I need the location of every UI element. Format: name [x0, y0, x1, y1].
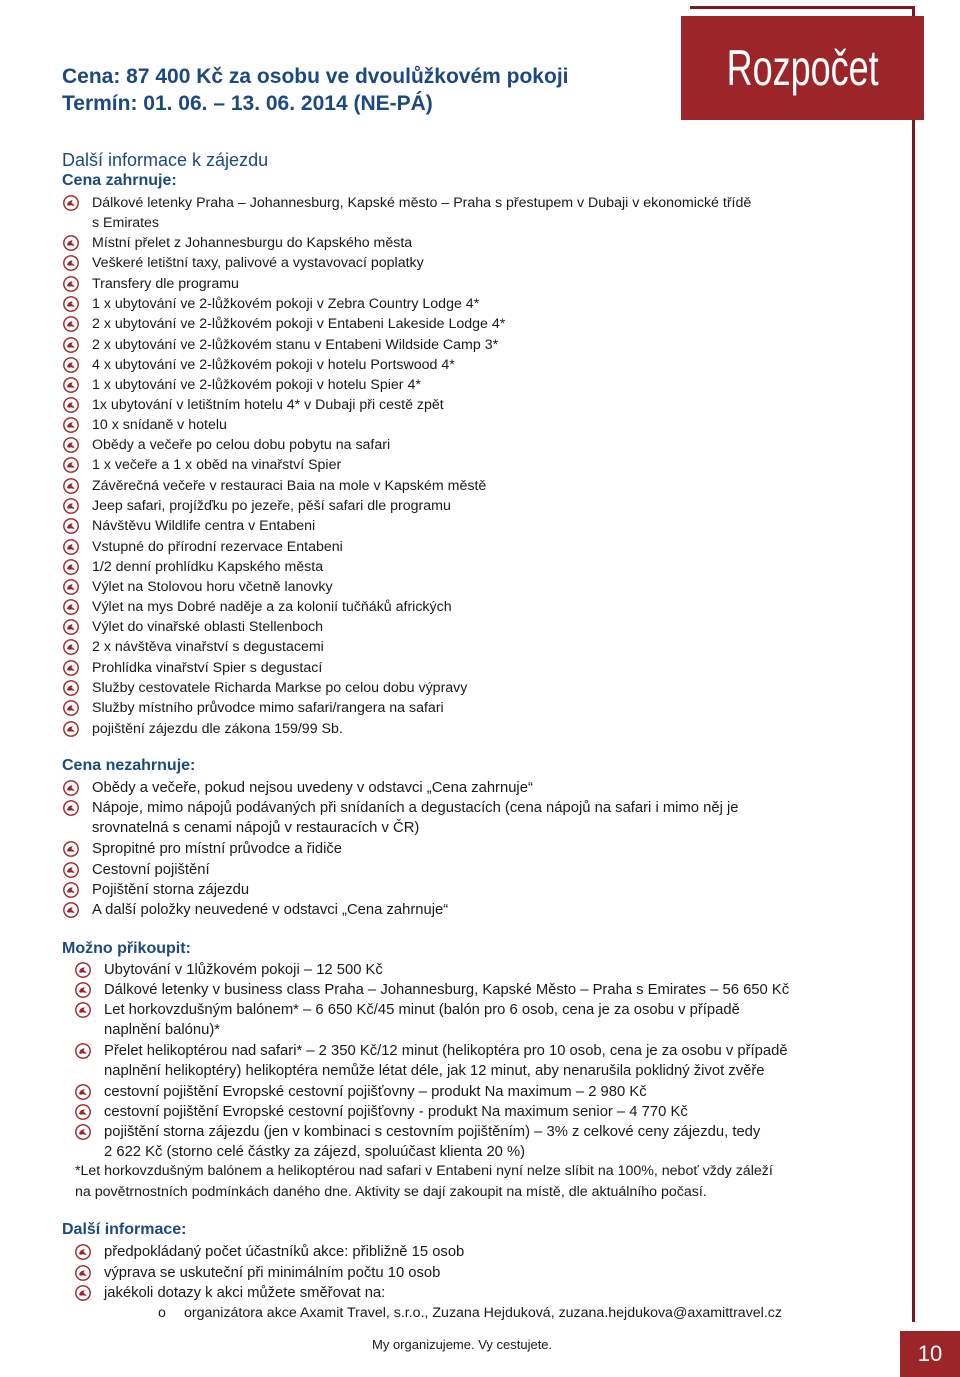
list-item-text: Let horkovzdušným balónem* – 6 650 Kč/45 minut (balón pro 6 osob, cena je za osobu v případě [104, 1002, 740, 1018]
list-item-text: Ubytování v 1lůžkovém pokoji – 12 500 Kč [104, 962, 383, 978]
dove-bullet-icon [63, 639, 79, 655]
dove-bullet-icon [63, 579, 79, 595]
dove-bullet-icon [75, 1265, 91, 1281]
page-number: 10 [900, 1331, 960, 1377]
list-item-text: Přelet helikoptérou nad safari* – 2 350 Kč/12 minut (helikoptéra pro 10 osob, cena je za osobu v případě [104, 1043, 788, 1059]
list-item-text: Jeep safari, projížďku po jezeře, pěší safari dle programu [92, 498, 451, 514]
dove-bullet-icon [63, 255, 79, 271]
dove-bullet-icon [75, 1084, 91, 1100]
optional-note-line1: *Let horkovzdušným balónem a helikoptérou nad safari v Entabeni nyní nelze slíbit na 100%, neboť vždy záleží [75, 1163, 773, 1179]
frame-top-line [690, 6, 915, 9]
budget-badge [681, 16, 924, 120]
list-item-text: Cestovní pojištění [92, 862, 210, 878]
list-item-text: Vstupné do přírodní rezervace Entabeni [92, 539, 343, 555]
dove-bullet-icon [75, 1043, 91, 1059]
list-item-text: 10 x snídaně v hotelu [92, 417, 227, 433]
list-item-text: Obědy a večeře po celou dobu pobytu na safari [92, 437, 391, 453]
dove-bullet-icon [63, 680, 79, 696]
list-item-text: 1x ubytování v letištním hotelu 4* v Dubaji při cestě zpět [92, 397, 444, 413]
excluded-heading: Cena nezahrnuje: [62, 757, 196, 774]
dove-bullet-icon [63, 235, 79, 251]
dove-bullet-icon [63, 437, 79, 453]
list-item-text: předpokládaný počet účastníků akce: přibližně 15 osob [104, 1244, 465, 1260]
list-item-text-continued: s Emirates [92, 215, 160, 231]
list-item-text: Dálkové letenky Praha – Johannesburg, Kapské město – Praha s přestupem v Dubaji v ekonomické třídě [92, 195, 752, 211]
dove-bullet-icon [63, 357, 79, 373]
dove-bullet-icon [63, 417, 79, 433]
organizer-contact: organizátora akce Axamit Travel, s.r.o., Zuzana Hejduková, zuzana.hejdukova@axamittravel.cz [184, 1305, 782, 1321]
list-item-text: A další položky neuvedené v odstavci „Cena zahrnuje“ [92, 902, 449, 918]
list-item-text: cestovní pojištění Evropské cestovní pojišťovny - produkt Na maximum senior – 4 770 Kč [104, 1104, 688, 1120]
dove-bullet-icon [75, 982, 91, 998]
dove-bullet-icon [63, 276, 79, 292]
list-item-text: 1 x ubytování ve 2-lůžkovém pokoji v Zebra Country Lodge 4* [92, 296, 480, 312]
dove-bullet-icon [63, 619, 79, 635]
list-item-text: Prohlídka vinařství Spier s degustací [92, 660, 323, 676]
list-item-text: Služby místního průvodce mimo safari/rangera na safari [92, 700, 444, 716]
list-item-text: 2 x návštěva vinařství s degustacemi [92, 639, 324, 655]
dove-bullet-icon [75, 1002, 91, 1018]
dove-bullet-icon [63, 559, 79, 575]
list-item-text: Služby cestovatele Richarda Markse po celou dobu výpravy [92, 680, 468, 696]
list-item-text-continued: 2 622 Kč (storno celé částky za zájezd, spoluúčast klienta 20 %) [104, 1144, 526, 1160]
list-item-text: 4 x ubytování ve 2-lůžkovém pokoji v hotelu Portswood 4* [92, 357, 455, 373]
more-info-heading: Další informace: [62, 1221, 187, 1238]
list-item-text: cestovní pojištění Evropské cestovní pojišťovny – produkt Na maximum – 2 980 Kč [104, 1084, 647, 1100]
price-line: Cena: 87 400 Kč za osobu ve dvoulůžkovém pokoji [62, 65, 569, 88]
list-item-text-continued: naplnění helikoptéry) helikoptéra nemůže létat déle, jak 12 minut, aby nenarušila poklidný život zvěře [104, 1063, 765, 1079]
list-item-text: 1 x večeře a 1 x oběd na vinařství Spier [92, 457, 342, 473]
dove-bullet-icon [63, 902, 79, 918]
dove-bullet-icon [63, 721, 79, 737]
dove-bullet-icon [63, 518, 79, 534]
list-item-text: Obědy a večeře, pokud nejsou uvedeny v odstavci „Cena zahrnuje“ [92, 780, 533, 796]
budget-badge-label: Rozpočet [726, 40, 879, 96]
dove-bullet-icon [75, 1124, 91, 1140]
list-item-text: pojištění storna zájezdu (jen v kombinaci s cestovním pojištěním) – 3% z celkové ceny zájezdu, tedy [104, 1124, 761, 1140]
list-item-text: Veškeré letištní taxy, palivové a vystavovací poplatky [92, 255, 424, 271]
list-item-text-continued: srovnatelná s cenami nápojů v restauracích v ČR) [92, 820, 420, 836]
dove-bullet-icon [63, 862, 79, 878]
dove-bullet-icon [75, 962, 91, 978]
dove-bullet-icon [63, 195, 79, 211]
included-heading: Cena zahrnuje: [62, 172, 177, 189]
list-item-text: 2 x ubytování ve 2-lůžkovém pokoji v Entabeni Lakeside Lodge 4* [92, 316, 506, 332]
dove-bullet-icon [63, 377, 79, 393]
dove-bullet-icon [63, 660, 79, 676]
dove-bullet-icon [63, 397, 79, 413]
term-line: Termín: 01. 06. – 13. 06. 2014 (NE-PÁ) [62, 92, 433, 115]
dove-bullet-icon [63, 478, 79, 494]
list-item-text: Dálkové letenky v business class Praha – Johannesburg, Kapské Město – Praha s Emirates – 56 650 Kč [104, 982, 790, 998]
list-item-text: Nápoje, mimo nápojů podávaných při snídaních a degustacích (cena nápojů na safari i mimo něj je [92, 800, 739, 816]
dove-bullet-icon [63, 296, 79, 312]
dove-bullet-icon [63, 599, 79, 615]
dove-bullet-icon [63, 498, 79, 514]
frame-right-line [912, 6, 915, 1322]
footer-slogan: My organizujeme. Vy cestujete. [372, 1337, 553, 1352]
dove-bullet-icon [75, 1244, 91, 1260]
list-item-text: Místní přelet z Johannesburgu do Kapského města [92, 235, 413, 251]
list-item-text: Výlet na Stolovou horu včetně lanovky [92, 579, 333, 595]
optional-note-line2: na povětrnostních podmínkách daného dne. Aktivity se dají zakoupit na místě, dle aktuálního počasí. [75, 1184, 707, 1200]
list-item-text: jakékoli dotazy k akci můžete směřovat na: [104, 1285, 386, 1301]
list-item-text: Výlet do vinařské oblasti Stellenboch [92, 619, 324, 635]
dove-bullet-icon [63, 337, 79, 353]
sub-item-marker: o [158, 1305, 166, 1321]
dove-bullet-icon [75, 1285, 91, 1301]
list-item-text: 1 x ubytování ve 2-lůžkovém pokoji v hotelu Spier 4* [92, 377, 421, 393]
dove-bullet-icon [63, 316, 79, 332]
list-item-text: Spropitné pro místní průvodce a řidiče [92, 841, 343, 857]
dove-bullet-icon [75, 1104, 91, 1120]
list-item-text: výprava se uskuteční při minimálním počtu 10 osob [104, 1265, 441, 1281]
list-item-text-continued: naplnění balónu)* [104, 1022, 221, 1038]
optional-heading: Možno přikoupit: [62, 940, 191, 957]
dove-bullet-icon [63, 800, 79, 816]
list-item-text: 2 x ubytování ve 2-lůžkovém stanu v Entabeni Wildside Camp 3* [92, 337, 499, 353]
dove-bullet-icon [63, 882, 79, 898]
list-item-text: Návštěvu Wildlife centra v Entabeni [92, 518, 316, 534]
dove-bullet-icon [63, 780, 79, 796]
section-title: Další informace k zájezdu [62, 150, 269, 170]
list-item-text: Výlet na mys Dobré naděje a za kolonií tučňáků afrických [92, 599, 452, 615]
list-item-text: 1/2 denní prohlídku Kapského města [92, 559, 324, 575]
dove-bullet-icon [63, 457, 79, 473]
list-item-text: Závěrečná večeře v restauraci Baia na mole v Kapském městě [92, 478, 487, 494]
list-item-text: Pojištění storna zájezdu [92, 882, 250, 898]
dove-bullet-icon [63, 700, 79, 716]
list-item-text: pojištění zájezdu dle zákona 159/99 Sb. [92, 721, 343, 737]
dove-bullet-icon [63, 539, 79, 555]
list-item-text: Transfery dle programu [92, 276, 239, 292]
dove-bullet-icon [63, 841, 79, 857]
